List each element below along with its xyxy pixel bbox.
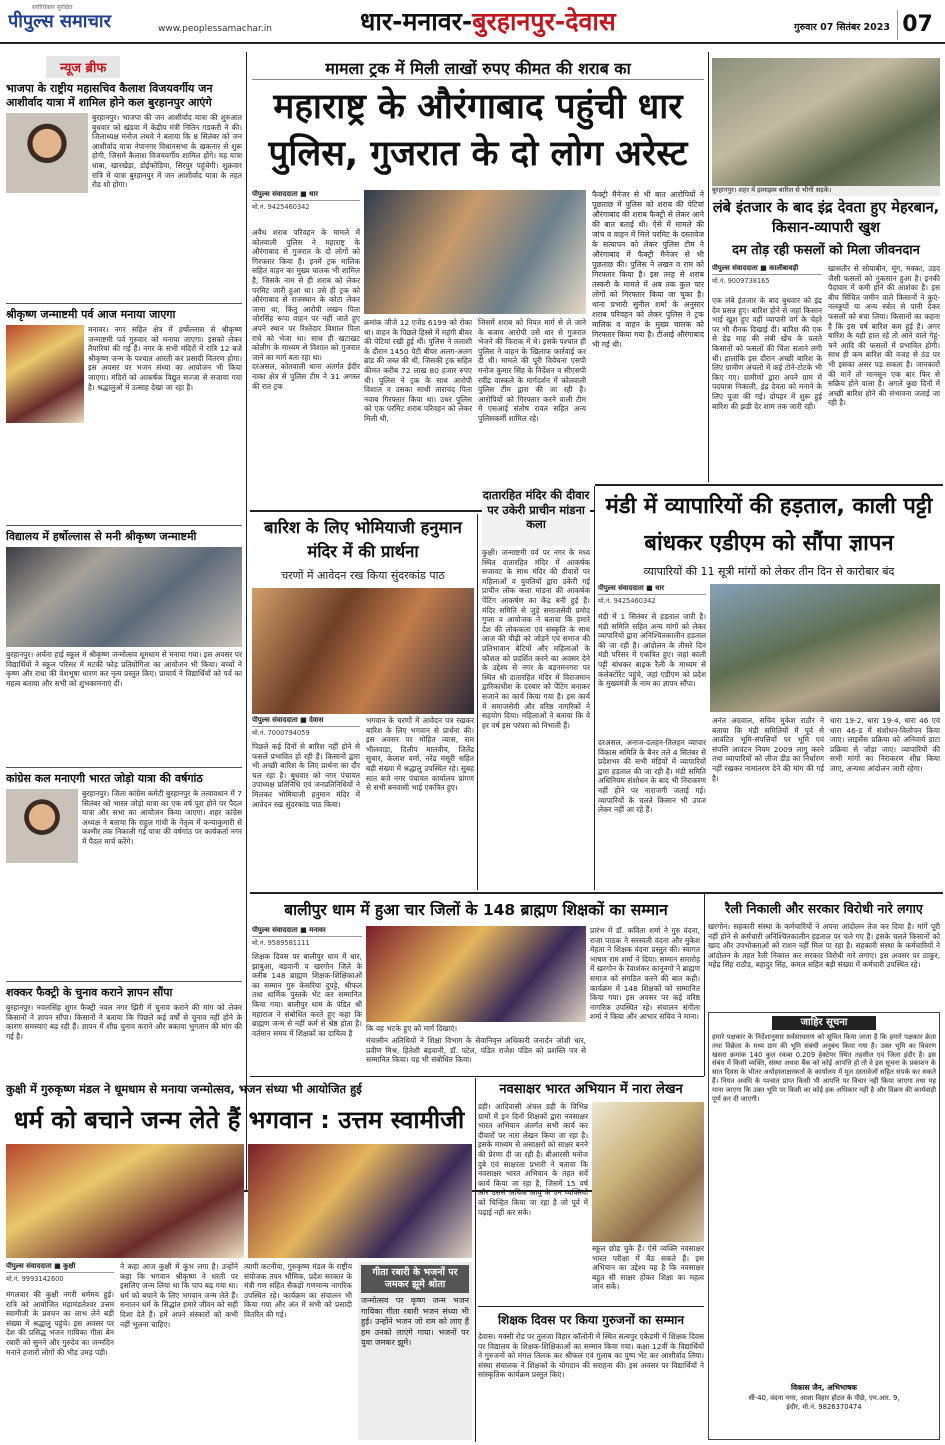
bhomiyaji-col1: पिछले कई दिनों से बारिश नहीं होने से फसलें प्रभावित हो रही हैं। किसानों द्वारा भी अच्छी बारिश के लिए प्रार्थना का दौर चल रहा है। बुधवार को नगर पंचायत उपाध्यक्ष प्रतिनिधि एवं जनप्रतिनिधियों ने मिलकर भोमियाजी हनुमान मंदिर में आवेदन रख सुंदरकांड पाठ किया। — [252, 742, 360, 809]
section-title-red: बुरहानपुर-देवास — [472, 7, 616, 36]
masthead — [0, 0, 945, 44]
brief-title: न्यूज ब्रीफ — [46, 56, 120, 78]
bhomiyaji-mobile: मो.नं. 7000794059 — [252, 729, 310, 737]
balipur-col2: मंचासीन अतिथियों ने शिक्षा विभाग के सेवानिवृत्त अधिकारी जनार्दन जोशी धार, प्रवीण मिश्र, हितेशी बड़वानी, डॉ. पटेल, पंडित राजेश पंडित को प्रशस्ति पत्र से सम्मानित किया। यह भी संबोधित किया। — [366, 1036, 586, 1065]
mandi-byline-block — [598, 584, 706, 608]
lead-headline: महाराष्ट्र के औरंगाबाद पहुंची धार पुलिस, गुजरात के दो लोग अरेस्ट — [268, 87, 688, 174]
brief-photo — [6, 113, 88, 193]
balipur-col3: प्रारंभ में डॉ. कविता शर्मा ने गुरु वंदना, राजा पाठक ने सरस्वती वंदना और मुकेश मेहता ने शिक्षक वंदना प्रस्तुत की। स्वागत भाषण राम शर्मा ने दिया। सम्मान समारोह में खरगोन के रेवाशंकर कानूनगो ने ब्राह्मण समाज को संगठित करने की बात कही। कार्यक्रम में 148 शिक्षकों को सम्मानित किया गया। इस अवसर पर कई वरिष्ठ नागरिक उपस्थित रहे। संचालन संगीता शर्मा ने किया और आभार सचिव ने माना। — [590, 926, 700, 1022]
balipur-col1: शिक्षक दिवस पर बालीपुर धाम में धार, झाबुआ, बड़वानी व खरगोन जिले के करीब 148 ब्राह्मण शिक्षक-शिक्षिकाओं का सम्मान गुरु केसरिया दुपट्टे, श्रीफल तथा धार्मिक पुस्तकें भेंट कर सम्मानित किया गया। बालीपुर धाम के पंडित श्री महाराज ने संबोधित करते हुए कहा कि ब्राह्मण जन्म से नहीं कर्म से श्रेष्ठ होता है। वर्तमान समय में शिक्षकों का दायित्व है — [252, 952, 362, 1038]
brief-headline: शक्कर फैक्ट्री के चुनाव कराने ज्ञापन सौंपा — [6, 986, 173, 999]
rally-body: खरगोन। सहकारी संस्था के कर्मचारियों ने अपना आंदोलन तेज कर दिया है। मांगें पूरी नहीं होने से कर्मचारी अनिश्चितकालीन हड़ताल पर चले गए हैं। इसके चलते किसानों को खाद और उपभोक्ताओं को राशन नहीं मिल पा रहा है। सहकारी संस्था के कर्मचारियों ने आंदोलन के तहत रैली निकाल कर सरकार विरोधी नारे लगाए। इस अवसर पर ठाकुर, महेंद्र सिंह राठौड़, बहादुर सिंह, कमल सहित बड़ी संख्या में कर्मचारी उपस्थित रहे। — [708, 922, 940, 970]
bhomiyaji-byline-block — [252, 716, 360, 740]
rally-headline: रैली निकाली और सरकार विरोधी नारे लगाए — [725, 901, 923, 916]
lead-col2: क्रमांक जीजे 12 एजेड 6199 को रोका था। वाहन के पिछले हिस्से में महंगी बीयर की पेटियां रखी हुई थीं। पुलिस ने तलाशी के दौरान 1450 पेटी बीयर अलग-अलग ब्रांड की जब्त की थी, जिसकी ट्रक सहित कीमत करीब 72 लाख 80 हजार रुपए थी। पुलिस ने ट्रक के साथ आरोपी विशाल व उसका साथी ताराचंद पिता नवाब गिरफ्तार किया था। उधर पुलिस को एक परमिट शराब परिवहन को लेकर मिली थी, — [364, 318, 472, 423]
brief-headline: कांग्रेस कल मनाएगी भारत जोड़ो यात्रा की वर्षगांठ — [6, 772, 203, 785]
rain-photo — [712, 58, 940, 186]
logo-text: पीपुल्स समाचार — [8, 11, 111, 32]
quote-title: गीता रबारी के भजनों पर जमकर झूमे श्रोता — [361, 1265, 469, 1293]
janmotsav-photo-right — [248, 1144, 472, 1258]
notice-address: सी-40, वंदना नगर, आशा विहार होटल के पीछे, एम.आर. 9, — [748, 1394, 900, 1402]
brief-photo — [6, 547, 242, 647]
brief-item — [6, 82, 242, 304]
lead-mobile: मो.नं. 9425460342 — [252, 203, 310, 211]
legal-notice — [708, 1012, 940, 1440]
column-divider — [708, 52, 709, 482]
balipur-caption: कि वह भटके हुए को मार्ग दिखाएं। — [366, 1024, 458, 1033]
column-divider — [594, 486, 595, 890]
notice-body: हमारे पक्षकार के निर्देशानुसार सर्वसाधारण को सूचित किया जाता है कि हमारे पक्षकार क्रेता तथा विक्रेता के मध्य ग्राम की भूमि संबंधी अनुबंध किया गया है। उक्त भूमि का विवरण खसरा क्रमांक 140 कुल रकबा 0.209 हेक्टेयर स्थित तहसील एवं जिला इंदौर है। इस संबंध में किसी व्यक्ति, संस्था अथवा बैंक को कोई आपत्ति हो तो वे इस सूचना के प्रकाशन के सात दिवस के भीतर अधोहस्ताक्षरकर्ता के कार्यालय में मूल दस्तावेजों सहित संपर्क कर सकते हैं। नियत अवधि के पश्चात प्राप्त किसी भी आपत्ति पर विचार नहीं किया जाएगा तथा यह माना जाएगा कि उक्त भूमि पर किसी का कोई हक अधिकार नहीं है और विक्रय की कार्यवाही पूर्ण कर दी जाएगी। — [712, 1033, 936, 1103]
column-divider — [477, 514, 478, 890]
mandi-headline: मंडी में व्यापारियों की हड़ताल, काली पट्टी बांधकर एडीएम को सौंपा ज्ञापन — [605, 494, 933, 556]
lead-byline-block — [252, 190, 360, 222]
navsakshar-photo — [592, 1102, 704, 1242]
lead-col4: फैक्ट्री मैनेजर से भी बात आरोपियों ने पूछताछ में पुलिस को शराब की पेटियां औरंगाबाद की शराब फैक्ट्री से लेकर आने की बात बताई थी। ऐसे में मामले की जांच व वाहन में मिले परमिट के दस्तावेज के सत्यापन को लेकर पुलिस टीम ने औरंगाबाद में फैक्ट्री मैनेजर से भी पूछताछ की। पुलिस ने लखन व राम को गिरफ्तार किया है। इस तरह से शराब तस्करी के मामले में अब तक कुल चार लोगों को गिरफ्तार किया जा चुका है। थाना प्रभारी सुनील शर्मा के अनुसार शराब परिवहन को लेकर पुलिस ने ट्रक मालिक व वाहन के मुख्य चालक को गिरफ्तार किया गया है। टीआई औरंगाबाद भी गई थी। — [592, 190, 704, 349]
brief-body: बुरहानपुर। भाजपा की जन आशीर्वाद यात्रा की शुरुआत बुधवार को खंडवा में केंद्रीय मंत्री नितिन गडकरी ने की। जिलाध्यक्ष मनोज लधवे ने बताया कि 8 सितंबर को जन आशीर्वाद यात्रा नेपानगर विधानसभा के खकनार से शुरू होगी, जिसमें कैलाश विजयवर्गीय शामिल होंगे। यह यात्रा धाबा, खारखेड़ा, डोईफोड़िया, सिरपुर पहुंचेगी। शुक्रवार रात्रि में यात्रा बुरहानपुर में जन आशीर्वाद यात्रा के तहत रोड शो होगा। — [92, 113, 242, 190]
quote-body: जन्मोत्सव पर कृष्ण जन्म भजन गायिका गीता रबारी भजन संध्या भी हुई। उन्होंने भजन जो राम को लाए हैं हम उनको लाएंगे गाया। भजनों पर युवा जमकर झूमे। — [361, 1296, 469, 1347]
mandi-photo — [710, 584, 940, 712]
mandi-caption-col2: धारा 19-2, धारा 19-4, धारा 46 एवं धारा 46-ड में संशोधन-विलोपन किया जाए। लाइसेंस प्रक्रिया को अनिवार्य डाटा प्रक्रिया से जोड़ा जाए। व्यापारियों की सभी मांगों का निराकरण शीघ्र किया जाए, अन्यथा आंदोलन जारी रहेगा। — [830, 716, 940, 773]
rain-photo-caption: बुरहानपुर। शहर में झमाझम बारिश से भीगीं सड़कें। — [712, 186, 940, 196]
mandi-caption-col1: अनंत अग्रवाल, सचिव मुकेश राठौर ने बताया कि मंडी समितियों में पूर्व से आवंटित भूमि-संपत्तियों पर भूमि एवं संपत्ति आवंटन नियम 2009 लागू करने तथा व्यापारियों को लीज डीड का निर्धारण नहीं रखकर नामांतरण देने की मांग की गई है। — [712, 716, 824, 783]
bhomiyaji-photo — [252, 588, 474, 714]
lead-col3: जिसमें शराब को नियत मार्ग से ले जाने के बजाय आरोपी उसे धार से गुजरात भेजने की फिराक में थे। इसके पश्चात ही पुलिस ने वाहन के खिलाफ कार्रवाई कर दी थी। मामले की पूरी विवेचना एसपी मनोज कुमार सिंह के निर्देशन व सीएसपी रवींद्र वास्कले के मार्गदर्शन में कोतवाली पुलिस टीम द्वारा की जा रही है। आरोपियों को गिरफ्तार करने वाली टीम में एसआई संतोष रावत सहित अन्य पुलिसकर्मी शामिल रहे। — [478, 318, 586, 423]
brief-body: बुरहानपुर। जिला कांग्रेस कमेटी बुरहानपुर के तत्वावधान में 7 सितंबर को भारत जोड़ो यात्रा का एक वर्ष पूरा होने पर पैदल यात्रा और सभा का आयोजन किया जाएगा। शहर कांग्रेस अध्यक्ष ने बताया कि राहुल गांधी के नेतृत्व में कन्याकुमारी से कश्मीर तक निकाली गई यात्रा की वर्षगांठ पर कार्यकर्ता नगर में पैदल मार्च करेंगे। — [82, 789, 242, 846]
section-title — [360, 6, 730, 38]
mandi-col1: मंडी में 1 सितंबर से हड़ताल जारी है। मंडी समिति सहित अन्य मांगों को लेकर व्यापारियों द्वारा अनिश्चितकालीन हड़ताल की जा रही है। आंदोलन के तीसरे दिन मंडी परिसर में एकत्रित हुए। जहां काली पट्टी बांधकर बाइक रैली के माध्यम से कलेक्टोरेट पहुंचे, जहां एडीएम को प्रदेश के मुख्यमंत्री के नाम का ज्ञापन सौंपा। — [598, 612, 706, 689]
brief-item — [6, 530, 242, 768]
brief-photo — [6, 325, 84, 423]
column-divider — [475, 1078, 476, 1442]
page-number: 07 — [897, 10, 937, 40]
brief-body: बुरहानपुर। अर्चना हाई स्कूल में श्रीकृष्ण जन्मोत्सव धूमधाम से मनाया गया। इस अवसर पर विद्यार्थियों ने स्कूल परिसर में मटकी फोड़ प्रतियोगिता का आयोजन भी किया। बच्चों ने कृष्ण और राधा की वेशभूषा धारण कर नृत्य प्रस्तुत किए। प्राचार्य ने विद्यार्थियों को पर्व का महत्व बताया और सभी को शुभकामनाएं दीं। — [6, 650, 242, 688]
rain-headline: लंबे इंतजार के बाद इंद्र देवता हुए मेहरबान, किसान-व्यापारी खुश — [712, 200, 940, 236]
bhomiyaji-subhead: चरणों में आवेदन रख किया सुंदरकांड पाठ — [281, 569, 445, 582]
issue-date: गुरुवार 07 सितंबर 2023 — [794, 22, 890, 33]
janmotsav-kicker: कुक्षी में गुरुकृष्ण मंडल ने धूमधाम से मनाया जन्मोत्सव, भजन संध्या भी आयोजित हुई — [6, 1082, 362, 1096]
brief-headline: भाजपा के राष्ट्रीय महासचिव कैलाश विजयवर्गीय जन आशीर्वाद यात्रा में शामिल होने कल बुरहानपुर आएंगे — [6, 82, 213, 109]
janmotsav-headline: धर्म को बचाने जन्म लेते हैं भगवान : उत्तम स्वामीजी — [13, 1106, 465, 1134]
mandi-subhead: व्यापारियों की 11 सूत्री मांगों को लेकर तीन दिन से कारोबार बंद — [643, 565, 895, 578]
janmotsav-byline-block — [6, 1262, 114, 1286]
rain-byline: पीपुल्स संवाददाता ■ कालीबावड़ी — [712, 264, 822, 275]
mandi-mobile: मो.नं. 9425460342 — [598, 597, 656, 605]
lead-col1b-text: दरअसल, कोतवाली थाना अंतर्गत ईदीर नाका क्षेत्र से पुलिस टीम ने 31 अगस्त की रात ट्रक — [252, 362, 360, 391]
brief-body: बुरहानपुर। नवलसिंह शुगर फैक्ट्री नवल नगर झिरी में चुनाव कराने की मांग को लेकर किसानों ने ज्ञापन सौंपा। किसानों ने बताया कि पिछले कई वर्षों से चुनाव नहीं होने के कारण समस्याएं बढ़ रही हैं। ज्ञापन में शीघ्र चुनाव कराने और बकाया भुगतान की मांग की गई है। — [6, 1003, 242, 1041]
bhomiyaji-headline: बारिश के लिए भोमियाजी हनुमान मंदिर में की प्रार्थना — [264, 518, 462, 561]
navsakshar-body: डही। आदिवासी अंचल डही के विभिन्न ग्रामों में इन दिनों शिक्षकों द्वारा नवसाक्षर भारत अभियान अंतर्गत सभी कार्य कर दीवारों पर नारा लेखन किया जा रहा है। इसके माध्यम से असाक्षरों को साक्षर बनने की प्रेरणा दी जा रही है। बीआरसी मनोज दुबे एवं साक्षरता प्रभारी ने बताया कि नवसाक्षर भारत अभियान के तहत सर्वे कार्य किया जा रहा है, जिसमें 15 वर्ष और उससे अधिक आयु के उन व्यक्तियों को चिन्हित किया जा रहा है जो पूर्व में पढ़ाई नहीं कर सके। — [478, 1102, 588, 1217]
section-divider — [250, 1076, 704, 1077]
janmotsav-col3: त्यागी कटनीया, गुरुकृष्ण मंडल के राष्ट्रीय संयोजक तपन भौमिक, प्रदेश सरकार के मंत्री गण सहित सैकड़ों गणमान्य नागरिक उपस्थित रहे। कार्यक्रम का संचालन भी किया गया और अंत में सभी को प्रसादी वितरित की गई। — [244, 1262, 352, 1319]
section-divider — [478, 1306, 704, 1307]
rain-mobile: मो.नं. 9009738165 — [712, 277, 770, 285]
logo-tag: सर्वाधिकार सुरक्षित — [32, 4, 73, 11]
column-divider — [246, 52, 247, 1192]
lead-col1-text: अवैध शराब परिवहन के मामले में कोतवाली पुलिस ने महाराष्ट्र के औरंगाबाद से गुजरात के दो लोगों को गिरफ्तार किया है। इनमें ट्रक मालिक सहित वाहन का मुख्य चालक भी शामिल है, जिसके नाम से ही शराब को लेकर परमिट जारी हुआ था। उसे ही ट्रक को औरंगाबाद से राजस्थान के कोटा लेकर जाना था, किंतु आरोपी लखन पिता जोरसिंह रूपा वाहन पर नहीं जाते हुए अपने स्थान पर रिश्तेदार विशाल पिता राधे को भेजा था। साथ ही खटाखट कोलीग के माध्यम से विशाल को गुजरात जाने का मार्ग बता रहा था। — [252, 228, 360, 362]
brief-item — [6, 308, 242, 526]
teachers-headline: शिक्षक दिवस पर किया गुरुजनों का सम्मान — [497, 1313, 685, 1327]
janmotsav-quote-box — [358, 1262, 472, 1440]
teachers-body: देवास। मक्सी रोड पर तुलजा विहार कॉलोनी में स्थित सत्यपुर एकेडमी में शिक्षक दिवस पर विद्यालय के शिक्षक-शिक्षिकाओं का सम्मान किया गया। कक्षा 12वीं के विद्यार्थियों ने गुरुजनों को मंगल तिलक कर श्रीफल एवं गुलाब का पुष्प भेंट कर आशीर्वाद लिया। संस्था संचालक ने शिक्षकों के योगदान की सराहना की। इस अवसर पर विद्यार्थियों ने सांस्कृतिक कार्यक्रम प्रस्तुत किए। — [478, 1332, 704, 1380]
section-title-black: धार-मनावर- — [360, 7, 473, 36]
lead-col1 — [252, 228, 360, 506]
brief-photo — [6, 789, 78, 863]
brief-headline: विद्यालय में हर्षोल्लास से मनी श्रीकृष्ण जन्माष्टमी — [6, 530, 197, 543]
mandna-body: कुक्षी। जन्माष्टमी पर्व पर नगर के मध्य स्थित दातारहित मंदिर में आकर्षक सजावट के साथ मंदिर की दीवारों पर महिलाओं व युवतियों द्वारा उकेरी गई प्राचीन लोक कला मांडना की आकर्षक पेंटिंग आकर्षण का केंद्र बनी हुई है। मंदिर समिति से जुड़े समाजसेवी प्रमोद गुप्ता व आयोजक ने बताया कि हमारे देश की लोककला एवं संस्कृति के साथ आज की पीढ़ी को जोड़ने एवं समाज की प्रतिभावान बेटियों और महिलाओं के कौशल को प्रदर्शित करने का अवसर देने के उद्देश्य से नगर के बड़नमनगरा पर स्थित श्री दातारहित मंदिर में विराजमान द्वारिकाधीश के दरबार को पेंटिंग बनाकर सजाने का कार्य किया गया है। इस कार्य में समाजसेवी और वरिष्ठ नागरिकों ने सहयोग दिया। महिलाओं ने बताया कि वे हर वर्ष इस परंपरा को निभाती हैं। — [482, 548, 590, 730]
lead-kicker: मामला ट्रक में मिली लाखों रुपए कीमत की शराब का — [252, 58, 704, 80]
column-divider — [704, 894, 705, 1076]
mandna-headline: दातारहित मंदिर की दीवार पर उकेरी प्राचीन मांडना कला — [482, 488, 590, 546]
section-divider — [595, 484, 943, 486]
brief-headline: श्रीकृष्ण जन्माष्टमी पर्व आज मनाया जाएगा — [6, 308, 176, 321]
navsakshar-headline: नवसाक्षर भारत अभियान में नारा लेखन — [499, 1082, 683, 1097]
mandi-byline: पीपुल्स संवाददाता ■ धार — [598, 584, 706, 595]
janmotsav-col2: ने कहा आज कुक्षी में कुंभ लगा है। उन्होंने कहा कि भगवान श्रीकृष्ण ने धरती पर इसलिए जन्म लिया था कि पाप बढ़ गया था। धर्म को बचाने के लिए भगवान जन्म लेते हैं। सनातन धर्म के सिद्धांत हमारे जीवन को सही दिशा देते हैं। हमें अपने संस्कारों को कभी नहीं भूलना चाहिए। — [120, 1262, 238, 1329]
brief-body: मनावर। नगर सहित क्षेत्र में हर्षोल्लास से श्रीकृष्ण जन्माष्टमी पर्व गुरुवार को मनाया जाएगा। इसको लेकर तैयारियां की गई हैं। नगर के सभी मंदिरों में रात्रि 12 बजे श्रीकृष्ण जन्म के पश्चात आरती कर प्रसादी वितरण होगा। इस अवसर पर भजन संध्या का आयोजन भी किया जाएगा। मंदिरों को आकर्षक विद्युत सज्जा से सजाया गया है। श्रद्धालुओं में उत्साह देखा जा रहा है। — [88, 325, 242, 392]
navsakshar-caption: स्कूल छोड़ चुके हैं। ऐसे व्यक्ति नवसाक्षर भारत परीक्षा में बैठ सकते हैं। इस अभियान का उद्देश्य यह है कि नवसाक्षर बहुत सी साक्षर होकर शिक्षा का महत्व जान सकें। — [592, 1244, 704, 1292]
bhomiyaji-col2: भगवान के चरणों में आवेदन पत्र रखकर बारिश के लिए भगवान से प्रार्थना की। इस अवसर पर मोहित व्यास, राम भीलवाड़ा, दिलीप मालवीय, जितेंद्र सुथार, केलाश वर्मा, नरेंद्र मंसूरी सहित बड़ी संख्या में श्रद्धालु उपस्थित रहे। सुबह सात बजे नगर पंचायत कार्यालय प्रांगण से सभी बनवासी भाई एकत्रित हुए। — [366, 716, 474, 793]
janmotsav-photo-left — [6, 1144, 244, 1258]
site-url[interactable]: www.peoplessamachar.in — [158, 24, 272, 34]
janmotsav-mobile: मो.नं. 9993142600 — [6, 1275, 64, 1283]
balipur-photo — [366, 926, 586, 1022]
notice-title: जाहिर सूचना — [772, 1016, 876, 1030]
rain-byline-block — [712, 264, 822, 292]
lead-photo — [364, 190, 586, 314]
balipur-byline-block — [252, 926, 362, 948]
brief-item — [6, 772, 242, 982]
lead-byline: पीपुल्स संवाददाता ■ धार — [252, 190, 360, 201]
balipur-mobile: मो.नं. 9589581111 — [252, 939, 310, 947]
news-brief — [6, 56, 242, 1186]
janmotsav-byline: पीपुल्स संवाददाता ■ कुक्षी — [6, 1262, 114, 1273]
janmotsav-col1: मंगलवार की कुक्षी नगरी धर्ममय हुई। रात्रि को आयोजित महामंडलेश्वर उत्तम स्वामीजी के प्रवचन का लाभ लेने बड़ी संख्या में श्रद्धालु पहुंचे। इस अवसर पर देश की प्रसिद्ध भजन गायिका गीता बेन रबारी को सुनने और गुरुदेव का जन्मदिन मनाने हजारों लोगों की भीड़ उमड़ पड़ी। — [6, 1290, 114, 1357]
notice-city: इंदौर, मो.नं. 9826370474 — [786, 1403, 862, 1411]
bhomiyaji-byline: पीपुल्स संवाददाता ■ देवास — [252, 716, 360, 727]
rain-subhead: दम तोड़ रही फसलों को मिला जीवनदान — [732, 243, 920, 258]
balipur-headline: बालीपुर धाम में हुआ चार जिलों के 148 ब्राह्मण शिक्षकों का सम्मान — [284, 901, 668, 919]
section-divider — [250, 892, 943, 894]
notice-signer: विकास जैन, अभिभाषक — [791, 1383, 857, 1392]
rain-col1: एक लंबे इंतजार के बाद बुधवार को इंद्र देव प्रसन्न हुए। बारिश होने से जहां किसान भाई खुश हुए वहीं व्यापारी वर्ग के चेहरे पर भी रौनक दिखाई दी। बारिश की एक से डेढ़ माह की लंबी खेंच के चलते किसानों को फसलों की चिंता सताने लगी थी। हालांकि इस दौरान अच्छी बारिश के लिए ग्रामीण अंचलों में कई टोने-टोटके भी किए गए। ग्रामीणों द्वारा अपने ग्राम में पदयात्रा निकाली, इंद्र देवता को मनाने के लिए पूजा की गई। दोपहर में शुरू हुई बारिश की झड़ी देर शाम तक जारी रही। — [712, 296, 822, 411]
logo — [8, 4, 158, 40]
balipur-byline: पीपुल्स संवाददाता ■ मनावर — [252, 926, 362, 937]
mandi-col2: दरअसल, अनाज-दलहन-तिलहन व्यापार विकास समिति के बैनर तले 4 सितंबर से प्रदेशभर की सभी मंडियों में व्यापारियों द्वारा हड़ताल की जा रही है। मंडी समिति अधिनियम संशोधन के बाद भी निराकरण नहीं होने पर नाराजगी जताई गई। व्यापारियों के चलते किसान भी उपज लेकर नहीं आ रहे हैं। — [598, 738, 706, 815]
rain-col2: खासतौर से सोयाबीन, मूंग, मक्का, उड़द जैसी फसलों को नुकसान हुआ है। इनकी पैदावार में कमी होने की आशंका है। इस बीच सिंचित जमीन वाले किसानों ने कुएं-नलकूपों या अन्य स्त्रोत से पानी देकर फसलों को बचा लिया। किसानों का कहना है कि इस वर्ष बारिश कम हुई है। अगर बारिश के यही हाल रहे तो आने वाले गेहूं-चने आदि की फसलों में प्रभावित होगी। साथ ही कम बारिश की वजह से ठंड पर भी इसका असर पड़ सकता है। जानकारों की मानें तो मानसून एक बार फिर से सक्रिय होने वाला है। अगले कुछ दिनों में अच्छी बारिश होने की संभावना जताई जा रही है। — [828, 264, 940, 408]
